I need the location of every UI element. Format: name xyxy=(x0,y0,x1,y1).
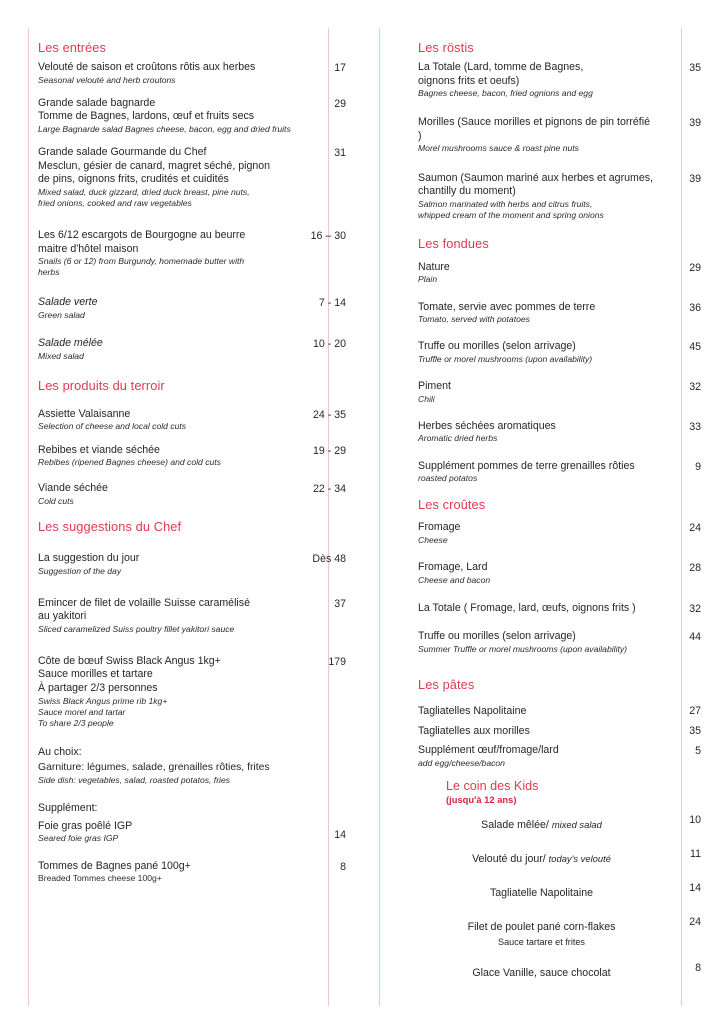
menu-item-name: Les 6/12 escargots de Bourgogne au beurre xyxy=(38,228,246,241)
section-les-rostis xyxy=(418,40,701,221)
menu-item[interactable] xyxy=(38,552,346,577)
menu-item-price: 24 xyxy=(689,915,701,928)
menu-item-name: Rebibes et viande séchée xyxy=(38,443,160,456)
menu-item-name: Côte de bœuf Swiss Black Angus 1kg+ xyxy=(38,654,221,667)
menu-item[interactable] xyxy=(418,340,701,365)
right-column xyxy=(407,40,709,996)
menu-item-body xyxy=(38,97,306,135)
menu-item-price: 10 - 20 xyxy=(313,338,346,351)
menu-item-name: La Totale (Lard, tomme de Bagnes, xyxy=(418,60,584,73)
section-les-fondues xyxy=(418,236,701,484)
menu-item-body xyxy=(38,552,306,577)
menu-item[interactable] xyxy=(418,962,701,983)
menu-item[interactable] xyxy=(418,705,701,719)
menu-item-body xyxy=(418,460,661,485)
menu-item-price: 33 xyxy=(689,420,701,433)
left-column xyxy=(28,40,356,895)
menu-item-desc: Sauce tartare et frites xyxy=(498,937,585,948)
section-title: Les produits du terroir xyxy=(38,377,165,393)
menu-item-body xyxy=(418,962,671,983)
menu-item-price: 36 xyxy=(689,301,701,314)
menu-item-name xyxy=(481,819,602,831)
menu-item[interactable] xyxy=(418,744,701,769)
menu-item-desc: Mixed salad xyxy=(38,350,84,361)
menu-item-price: 27 xyxy=(689,704,701,717)
menu-item[interactable] xyxy=(418,116,701,154)
menu-item-price: 24 - 35 xyxy=(313,408,346,421)
menu-item-body xyxy=(418,172,661,221)
menu-item[interactable] xyxy=(38,820,346,845)
menu-item-name: Fromage, Lard xyxy=(418,560,488,573)
menu-item-price: 16 – 30 xyxy=(310,229,346,242)
menu-item-desc-line2: whipped cream of the moment and spring onions xyxy=(418,209,604,220)
menu-item-desc: Snails (6 or 12) from Burgundy, homemade butter with xyxy=(38,256,245,267)
menu-item-body xyxy=(38,61,306,86)
menu-item-body xyxy=(418,521,661,546)
menu-item-body xyxy=(38,655,306,729)
section-title: Les entrées xyxy=(38,40,106,55)
section-title: Les fondues xyxy=(418,235,489,251)
menu-item-desc: Swiss Black Angus prime rib 1kg+ xyxy=(38,695,168,706)
menu-item[interactable] xyxy=(418,814,701,835)
menu-item-body xyxy=(38,482,306,507)
menu-item-price: 14 xyxy=(334,828,346,841)
menu-item-name-line2: Tomme de Bagnes, lardons, œuf et fruits secs xyxy=(38,110,255,123)
supplement-note-head: Supplément: xyxy=(38,801,98,814)
menu-item-price: 19 - 29 xyxy=(313,444,346,457)
menu-item-name-fr: Velouté du jour/ xyxy=(472,852,549,865)
menu-item[interactable] xyxy=(38,597,346,635)
menu-item[interactable] xyxy=(418,882,701,903)
menu-item-name: Emincer de filet de volaille Suisse caramélisé xyxy=(38,596,250,609)
menu-item-desc: Mixed salad, duck gizzard, dried duck breast, pine nuts, xyxy=(38,186,250,197)
menu-item-name: Velouté de saison et croûtons rôtis aux herbes xyxy=(38,60,256,73)
menu-item-name-line2: Sauce morilles et tartare xyxy=(38,668,153,681)
kids-section-title: Le coin des Kids xyxy=(446,779,539,794)
menu-item-body xyxy=(38,229,306,278)
section-les-suggestions-du-chef xyxy=(38,519,346,884)
menu-item-desc: Tomato, served with potatoes xyxy=(418,314,530,325)
menu-item-name-line2: chantilly du moment) xyxy=(418,185,516,198)
menu-item-price: 32 xyxy=(689,381,701,394)
menu-item-name: Truffe ou morilles (selon arrivage) xyxy=(418,340,576,353)
menu-item-desc-line2: herbs xyxy=(38,267,60,278)
menu-item-price: 44 xyxy=(689,631,701,644)
menu-item-desc: Suggestion of the day xyxy=(38,565,122,576)
section-title: Les suggestions du Chef xyxy=(38,518,182,534)
menu-item-name: Tagliatelles aux morilles xyxy=(418,724,530,737)
menu-item-body xyxy=(38,296,306,321)
menu-item-body xyxy=(418,882,671,903)
menu-item-desc-line2: fried onions, cooked and raw vegetables xyxy=(38,197,192,208)
menu-item-name: Morilles (Sauce morilles et pignons de pin torréfié ) xyxy=(418,116,650,142)
menu-item[interactable] xyxy=(38,408,346,433)
menu-item-price: 29 xyxy=(689,261,701,274)
menu-item-desc: Seasonal velouté and herb croutons xyxy=(38,74,176,85)
menu-item-price: 31 xyxy=(334,146,346,159)
menu-item-desc: Morel mushrooms sauce & roast pine nuts xyxy=(418,143,579,154)
menu-item-name: Salade verte xyxy=(38,296,98,309)
menu-item-name-line2: maitre d'hôtel maison xyxy=(38,242,139,255)
menu-item-name: Truffe ou morilles (selon arrivage) xyxy=(418,630,576,643)
choice-note-desc: Side dish: vegetables, salad, roasted potatos, fries xyxy=(38,774,231,785)
section-title: Les pâtes xyxy=(418,676,475,692)
menu-item-price: 17 xyxy=(334,61,346,74)
menu-item-name: Grande salade Gourmande du Chef xyxy=(38,145,207,158)
menu-item-price: 7 - 14 xyxy=(318,297,346,310)
section-title: Les röstis xyxy=(418,40,474,55)
menu-item[interactable] xyxy=(38,61,346,86)
menu-item-name: Herbes séchées aromatiques xyxy=(418,419,556,432)
menu-item-desc: Sliced caramelized Suiss poultry fillet yakitori sauce xyxy=(38,623,235,634)
section-les-pates xyxy=(418,677,701,769)
menu-item[interactable] xyxy=(38,229,346,278)
menu-item-body xyxy=(418,420,661,445)
menu-item-body xyxy=(38,860,306,885)
menu-item-price: 35 xyxy=(689,724,701,737)
menu-item-price: 39 xyxy=(689,117,701,130)
menu-item[interactable] xyxy=(418,725,701,739)
menu-item-name: Viande séchée xyxy=(38,482,108,495)
menu-item-name: Foie gras poêlé IGP xyxy=(38,819,133,832)
menu-item-body xyxy=(38,408,306,433)
menu-item-name: Saumon (Saumon mariné aux herbes et agrumes, xyxy=(418,171,653,184)
section-les-entrees xyxy=(38,40,346,362)
menu-item-name-line2: au yakitori xyxy=(38,610,87,623)
menu-item-name: Tomate, servie avec pommes de terre xyxy=(418,300,596,313)
menu-item-desc: Large Bagnarde salad Bagnes cheese, bacon, egg and dried fruits xyxy=(38,123,291,134)
menu-item-name: Tommes de Bagnes pané 100g+ xyxy=(38,859,191,872)
menu-item-desc: Selection of cheese and local cold cuts xyxy=(38,421,187,432)
menu-item[interactable] xyxy=(418,172,701,221)
menu-item-desc: Aromatic dried herbs xyxy=(418,433,498,444)
menu-item-body xyxy=(418,814,671,835)
menu-item-name: Tagliatelles Napolitaine xyxy=(418,704,527,717)
menu-item-price: 45 xyxy=(689,341,701,354)
menu-item-body xyxy=(418,261,661,286)
menu-item[interactable] xyxy=(38,97,346,135)
menu-item-price: 8 xyxy=(340,860,346,873)
choice-note-head: Au choix: xyxy=(38,746,82,759)
menu-item-price: Dès 48 xyxy=(312,552,346,565)
menu-item-price: 5 xyxy=(695,745,701,758)
menu-item-desc: Seared foie gras IGP xyxy=(38,833,119,844)
menu-item-body xyxy=(418,61,661,99)
menu-item-desc: Bagnes cheese, bacon, fried ognions and egg xyxy=(418,88,593,99)
menu-item-body xyxy=(38,820,306,845)
section-title: Les croûtes xyxy=(418,497,486,513)
menu-item-name-line3: de pins, oignons frits, crudités et cuidités xyxy=(38,173,229,186)
menu-item-name-en: mixed salad xyxy=(551,819,602,831)
menu-item[interactable] xyxy=(418,420,701,445)
menu-item-name: Piment xyxy=(418,380,451,393)
menu-item-body xyxy=(418,380,661,405)
menu-item-name: Glace Vanille, sauce chocolat xyxy=(472,967,611,980)
menu-item-desc: Green salad xyxy=(38,309,85,320)
choice-note-line: Garniture: légumes, salade, grenailles rôties, frites xyxy=(38,762,270,774)
menu-item-price: 24 xyxy=(689,522,701,535)
menu-item-price: 35 xyxy=(689,61,701,74)
menu-item-price: 11 xyxy=(690,847,701,860)
menu-item-desc: Plain xyxy=(418,274,438,285)
menu-item-body xyxy=(418,116,661,154)
choice-note xyxy=(38,746,346,786)
kids-section-subtitle: (jusqu'à 12 ans) xyxy=(446,794,517,806)
menu-item-body xyxy=(38,597,306,635)
menu-item-price: 37 xyxy=(334,597,346,610)
menu-item-name: La suggestion du jour xyxy=(38,551,140,564)
menu-item-name: Grande salade bagnarde xyxy=(38,96,156,109)
menu-item[interactable] xyxy=(38,482,346,507)
menu-item-name: Tagliatelle Napolitaine xyxy=(489,886,594,899)
menu-item-name-line2: Mesclun, gésier de canard, magret séché, pignon xyxy=(38,159,271,172)
menu-item-body xyxy=(418,561,661,586)
menu-item[interactable] xyxy=(418,602,701,617)
menu-item-body xyxy=(418,744,661,769)
menu-item-name: La Totale ( Fromage, lard, œufs, oignons frits ) xyxy=(418,601,636,614)
menu-item-body xyxy=(38,444,306,469)
menu-item-price: 179 xyxy=(328,655,346,668)
menu-item-name: Nature xyxy=(418,260,450,273)
menu-item[interactable] xyxy=(418,630,701,655)
menu-item-price: 8 xyxy=(695,962,701,975)
menu-item[interactable] xyxy=(418,848,701,869)
menu-item-desc: Chili xyxy=(418,393,435,404)
menu-item[interactable] xyxy=(418,380,701,405)
menu-item-name-en: today's velouté xyxy=(548,852,611,864)
menu-item-desc: Rebibes (ripened Bagnes cheese) and cold cuts xyxy=(38,457,221,468)
menu-item-price: 32 xyxy=(689,602,701,615)
menu-item-name xyxy=(472,853,611,865)
menu-item[interactable] xyxy=(38,296,346,321)
menu-item-name: Supplément œuf/fromage/lard xyxy=(418,744,559,757)
menu-item-name-line2: oignons frits et oeufs) xyxy=(418,74,520,87)
menu-item-body xyxy=(418,602,661,616)
menu-item-body xyxy=(38,337,306,362)
menu-item-name: Assiette Valaisanne xyxy=(38,407,131,420)
menu-item[interactable] xyxy=(38,655,346,729)
section-le-coin-des-kids xyxy=(418,779,701,983)
menu-item-desc: Truffle or morel mushrooms (upon availability) xyxy=(418,353,593,364)
menu-item-body xyxy=(38,146,306,209)
menu-item[interactable] xyxy=(38,337,346,362)
menu-item-desc: roasted potatos xyxy=(418,473,478,484)
menu-item[interactable] xyxy=(418,61,701,99)
menu-item-desc: Salmon marinated with herbs and citrus fruits, xyxy=(418,198,593,209)
menu-item-body xyxy=(418,630,661,655)
menu-item[interactable] xyxy=(38,146,346,209)
supplement-note xyxy=(38,802,346,814)
menu-columns xyxy=(0,40,709,996)
menu-item-price: 28 xyxy=(689,561,701,574)
menu-item-price: 10 xyxy=(689,814,701,827)
menu-item[interactable] xyxy=(418,916,701,950)
menu-item-price: 39 xyxy=(689,172,701,185)
menu-item-price: 29 xyxy=(334,97,346,110)
menu-item[interactable] xyxy=(418,521,701,546)
menu-item-name-line3: À partager 2/3 personnes xyxy=(38,682,158,695)
menu-item-name: Salade mélée xyxy=(38,337,103,350)
section-les-croutes xyxy=(418,497,701,655)
menu-item-price: 22 - 34 xyxy=(313,483,346,496)
menu-item-name: Supplément pommes de terre grenailles rôties xyxy=(418,459,635,472)
section-les-produits-du-terroir xyxy=(38,378,346,507)
menu-item-desc: Cheese and bacon xyxy=(418,574,491,585)
menu-item-body xyxy=(418,340,661,365)
menu-item-body xyxy=(418,916,671,950)
menu-item-name: Filet de poulet pané corn-flakes xyxy=(467,920,616,933)
menu-item[interactable] xyxy=(418,261,701,286)
menu-item[interactable] xyxy=(418,301,701,326)
menu-item-name-fr: Salade mêlée/ xyxy=(481,819,552,832)
menu-item-desc: Cheese xyxy=(418,534,448,545)
menu-item-desc-line3: To share 2/3 people xyxy=(38,717,114,728)
menu-item-body xyxy=(418,301,661,326)
menu-item-name: Fromage xyxy=(418,521,461,534)
menu-item[interactable] xyxy=(418,460,701,485)
menu-item-desc: Breaded Tommes cheese 100g+ xyxy=(38,873,162,884)
menu-item[interactable] xyxy=(38,860,346,885)
menu-item[interactable] xyxy=(38,444,346,469)
menu-item[interactable] xyxy=(418,561,701,586)
menu-item-desc: add egg/cheese/bacon xyxy=(418,758,505,768)
menu-item-desc-line2: Sauce morel and tartar xyxy=(38,706,126,717)
menu-item-price: 9 xyxy=(695,460,701,473)
menu-item-body xyxy=(418,848,671,869)
menu-item-price: 14 xyxy=(689,881,701,894)
menu-item-desc: Summer Truffle or morel mushrooms (upon availability) xyxy=(418,643,628,654)
menu-item-desc: Cold cuts xyxy=(38,495,74,506)
